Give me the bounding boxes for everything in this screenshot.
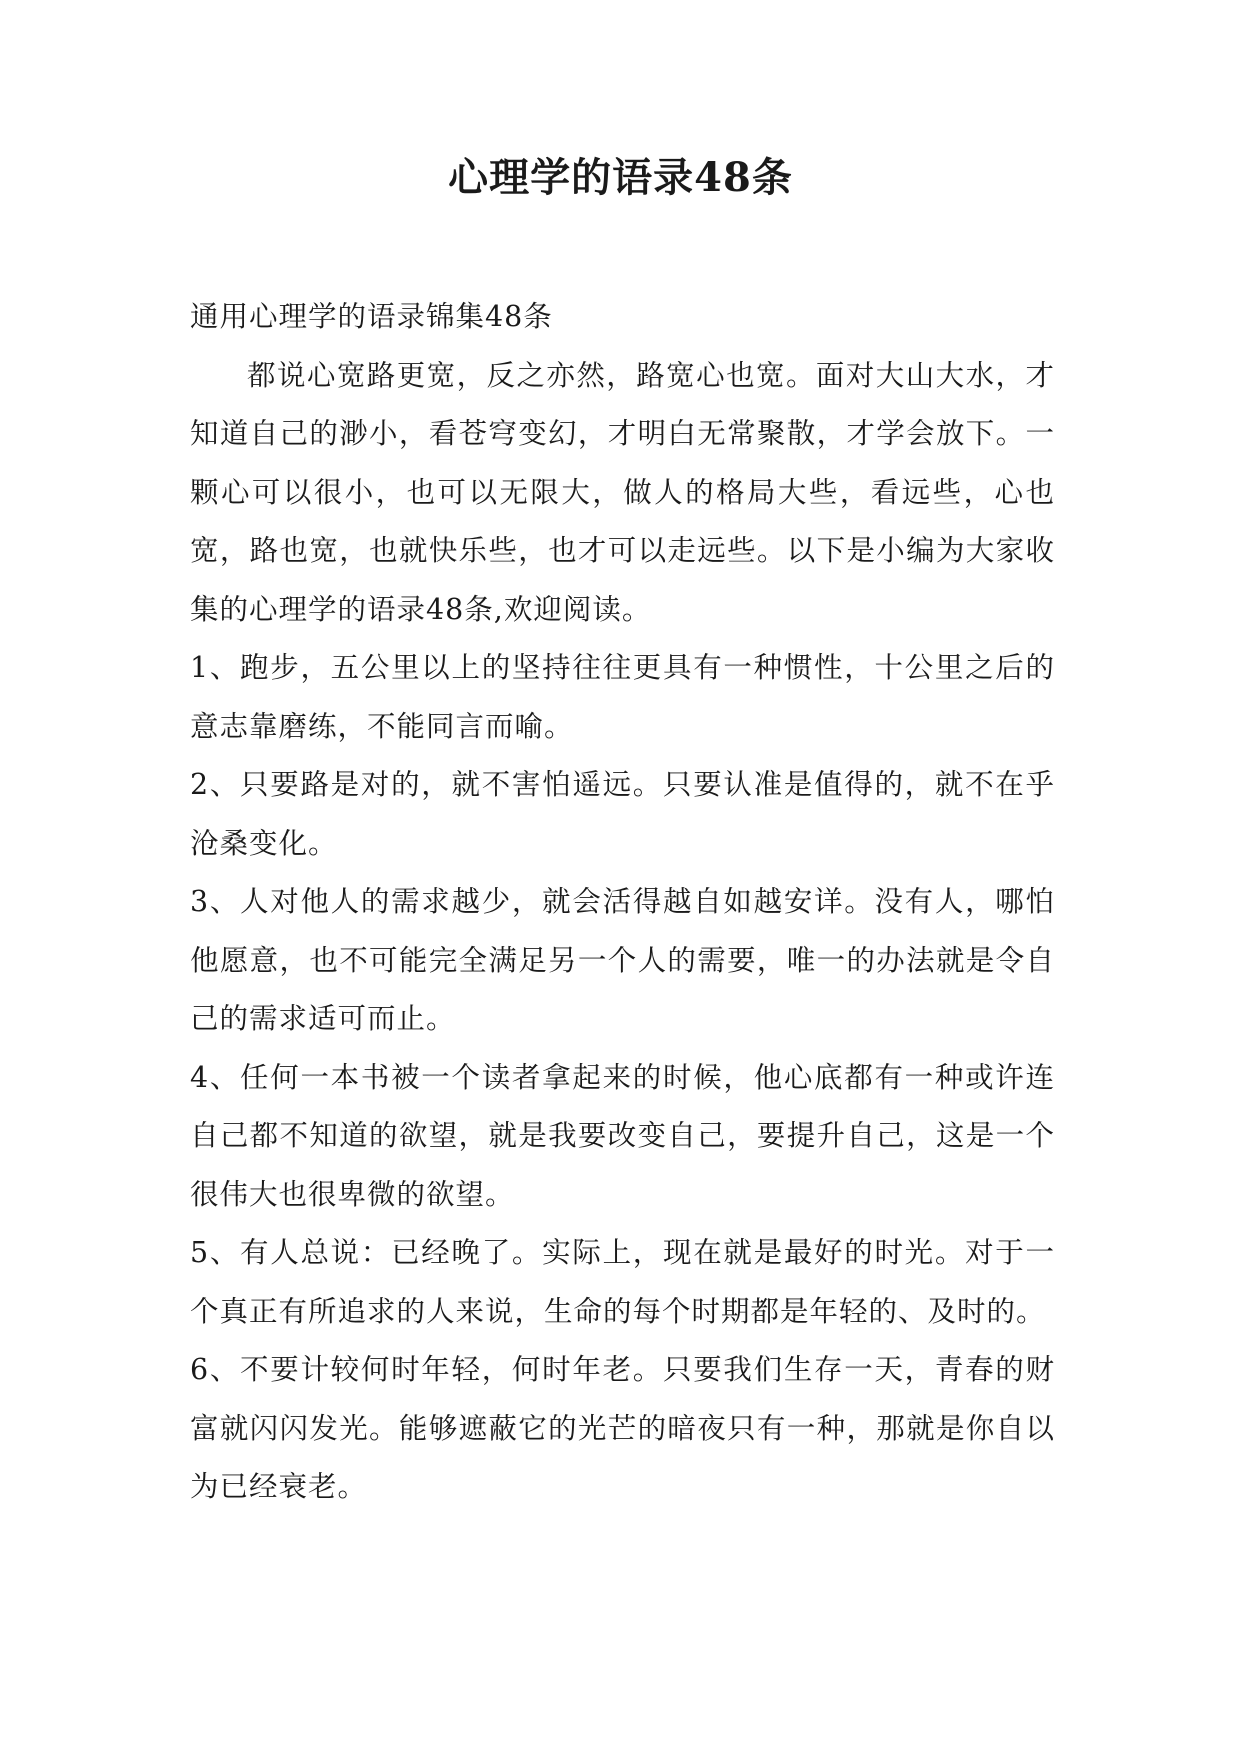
document-subtitle: 通用心理学的语录锦集48条	[190, 300, 553, 333]
quote-item-5: 5、有人总说：已经晚了。实际上，现在就是最好的时光。对于一个真正有所追求的人来说，生命的每个时期都是年轻的、及时的。	[190, 1236, 1055, 1328]
intro-paragraph: 都说心宽路更宽，反之亦然，路宽心也宽。面对大山大水，才知道自己的渺小，看苍穹变幻，才明白无常聚散，才学会放下。一颗心可以很小，也可以无限大，做人的格局大些，看远些，心也宽，路也宽，也就快乐些，也才可以走远些。以下是小编为大家收集的心理学的语录48条,欢迎阅读。	[190, 358, 1055, 626]
document-body	[190, 288, 1055, 1517]
quote-item-2: 2、只要路是对的，就不害怕遥远。只要认准是值得的，就不在乎沧桑变化。	[190, 768, 1055, 860]
quote-item-6: 6、不要计较何时年轻，何时年老。只要我们生存一天，青春的财富就闪闪发光。能够遮蔽它的光芒的暗夜只有一种，那就是你自以为已经衰老。	[190, 1353, 1055, 1503]
quote-item-4: 4、任何一本书被一个读者拿起来的时候，他心底都有一种或许连自己都不知道的欲望，就是我要改变自己，要提升自己，这是一个很伟大也很卑微的欲望。	[190, 1060, 1055, 1211]
quote-item-1: 1、跑步，五公里以上的坚持往往更具有一种惯性，十公里之后的意志靠磨练，不能同言而喻。	[190, 651, 1055, 743]
document-title: 心理学的语录48条	[448, 154, 793, 201]
quote-item-3: 3、人对他人的需求越少，就会活得越自如越安详。没有人，哪怕他愿意，也不可能完全满足另一个人的需要，唯一的办法就是令自己的需求适可而止。	[190, 885, 1055, 1035]
